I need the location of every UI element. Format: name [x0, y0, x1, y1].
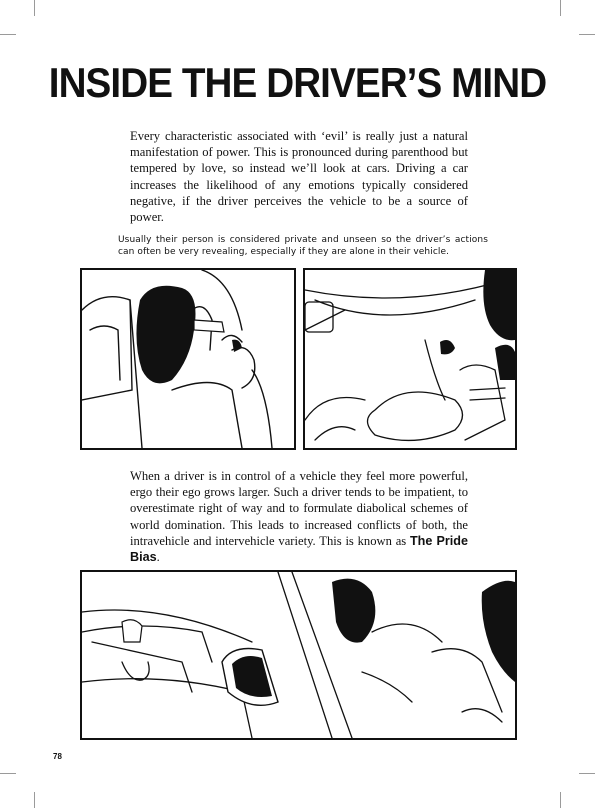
panel-illustration — [305, 270, 515, 448]
page-number: 78 — [53, 752, 62, 761]
panel-illustration — [82, 270, 294, 448]
page-title: INSIDE THE DRIVER’S MIND — [48, 59, 547, 106]
intro-paragraph: Every characteristic associated with ‘evil’ is really just a natural manifestation of power. This is pronounced during parenthood but tempered by love, so instead we’ll look at cars. Driving a car increases the likelihood of any emotions typically considered negative, if the driver perceives the vehicle to be a source of power. — [130, 129, 468, 225]
crop-mark — [579, 34, 595, 35]
crop-mark — [0, 34, 16, 35]
handwritten-caption: Usually their person is considered private and unseen so the driver’s actions can often be very revealing, especially if they are alone in their vehicle. — [118, 235, 488, 257]
comic-panel-angry-drivers — [80, 570, 517, 740]
crop-mark — [579, 773, 595, 774]
pride-bias-text: When a driver is in control of a vehicle they feel more powerful, ergo their ego grows larger. Such a driver tends to be impatient, to overestimate right of way and to formulate diabolical schemes of world domination. This leads to increased conflicts of both, the intravehicle and intervehicle variety. This is known as — [130, 469, 468, 548]
comic-panel-woman-applying-lipstick — [303, 268, 517, 450]
pride-bias-end: . — [156, 550, 160, 565]
pride-bias-paragraph — [130, 468, 468, 565]
pride-bias-term: The Pride Bias — [130, 533, 468, 565]
panel-illustration — [82, 572, 515, 738]
crop-mark — [34, 0, 35, 16]
crop-mark — [34, 792, 35, 808]
crop-mark — [560, 0, 561, 16]
comic-panel-woman-rubbing-eyes — [80, 268, 296, 450]
crop-mark — [0, 773, 16, 774]
crop-mark — [560, 792, 561, 808]
